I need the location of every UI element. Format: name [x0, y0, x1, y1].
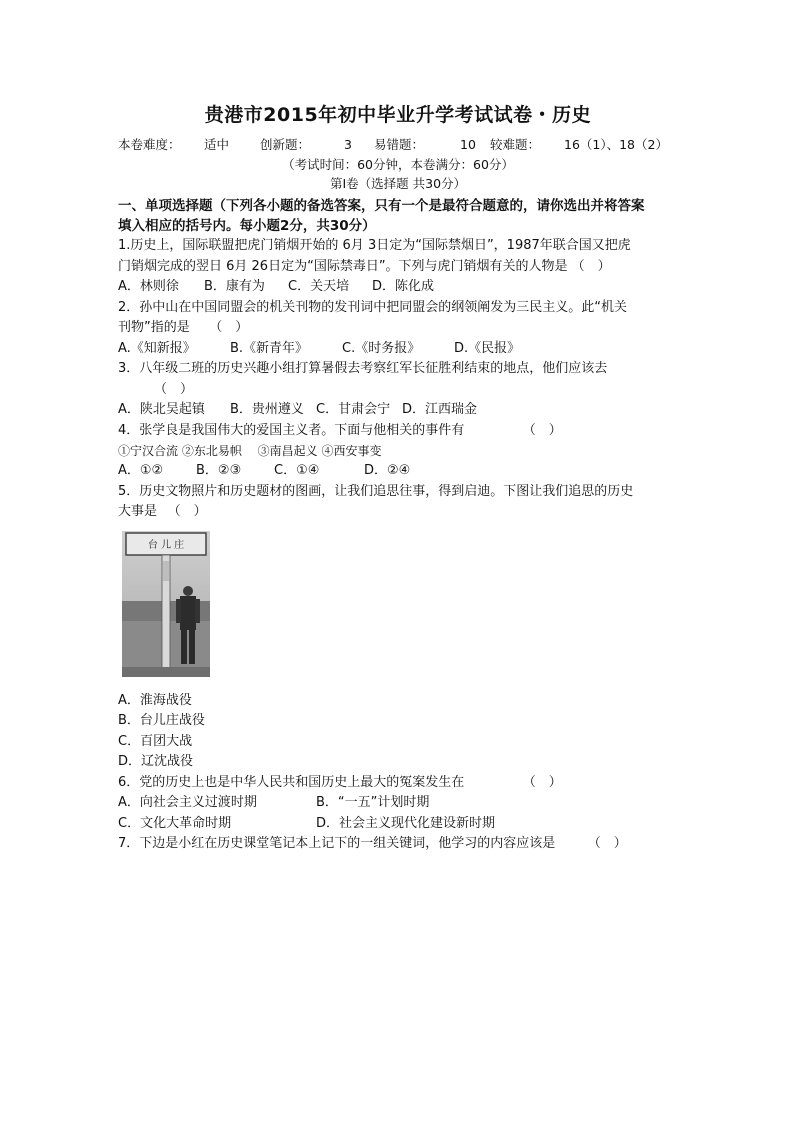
option-d: D．陈化成 — [372, 279, 435, 294]
question-6-options-row-2 — [118, 814, 678, 835]
question-3-line-2: （ ） — [154, 381, 194, 397]
option-d: D．社会主义现代化建设新时期 — [316, 815, 496, 831]
error-label: 易错题： — [374, 137, 425, 152]
difficulty-row — [118, 135, 678, 155]
question-4-events: ①宁汉合流 ②东北易帜 ③南昌起义 ④西安事变 — [118, 444, 382, 458]
option-c: C．关天培 — [288, 279, 350, 294]
question-5-line-1: 5．历史文物照片和历史题材的图画，让我们追思往事，得到启迪。下图让我们追思的历史 — [118, 483, 634, 499]
hard-label: 较难题： — [490, 137, 541, 152]
option-d: D．江西瑞金 — [402, 402, 478, 417]
option-b: B.《新青年》 — [230, 340, 309, 356]
hard-value: 16（1）、18（2） — [564, 137, 668, 152]
exam-title: 贵港市2015年初中毕业升学考试试卷・历史 — [204, 104, 592, 126]
question-5-option-a: A．淮海战役 — [118, 692, 192, 708]
question-5-option-c: C．百团大战 — [118, 733, 193, 749]
option-d: D．②④ — [364, 463, 411, 478]
error-value: 10 — [460, 137, 476, 152]
question-1-options — [118, 277, 678, 298]
option-c: C．文化大革命时期 — [118, 815, 232, 831]
photo-sign-text: 台 儿 庄 — [147, 539, 185, 551]
option-b: B．康有为 — [204, 279, 265, 294]
option-a: A.《知新报》 — [118, 340, 196, 356]
option-c: C．①④ — [274, 463, 320, 478]
volume-title: 第Ⅰ卷（选择题 共30分） — [329, 176, 467, 191]
question-5-option-b: B．台儿庄战役 — [118, 713, 205, 728]
option-c: C.《时务报》 — [342, 340, 421, 356]
question-1-line-1: 1.历史上，国际联盟把虎门销烟开始的 6月 3日定为“国际禁烟日”，1987年联合国又把虎 — [118, 238, 631, 253]
option-c: C．甘肃会宁 — [316, 402, 391, 417]
question-4-line-1: 4．张学良是我国伟大的爱国主义者。下面与他相关的事件有 （ ） — [118, 422, 562, 438]
question-2-options — [118, 339, 678, 360]
option-a: A．林则徐 — [118, 279, 179, 294]
question-4-options — [118, 461, 678, 482]
question-7-line-1: 7．下边是小红在历史课堂笔记本上记下的一组关键词，他学习的内容应该是 （ ） — [118, 836, 627, 851]
new-label: 创新题： — [260, 137, 311, 152]
new-value: 3 — [344, 137, 352, 152]
option-b: B．“一五”计划时期 — [316, 795, 430, 810]
option-b: B．②③ — [196, 463, 242, 478]
question-6-line-1: 6．党的历史上也是中华人民共和国历史上最大的冤案发生在 （ ） — [118, 774, 562, 790]
question-2-line-1: 2．孙中山在中国同盟会的机关刊物的发刊词中把同盟会的纲领阐发为三民主义。此“机关 — [118, 299, 628, 315]
question-2-line-2: 刊物”指的是 （ ） — [118, 320, 249, 335]
difficulty-label: 本卷难度： — [118, 137, 181, 152]
option-d: D.《民报》 — [454, 340, 521, 356]
exam-info: （考试时间：60分钟，本卷满分：60分） — [282, 157, 514, 172]
question-5-line-2: 大事是 （ ） — [118, 504, 207, 519]
question-6-options-row-1 — [118, 793, 678, 814]
question-1-line-2: 门销烟完成的翌日 6月 26日定为“国际禁毒日”。下列与虎门销烟有关的人物是 （ ） — [118, 258, 611, 274]
option-a: A．①② — [118, 463, 164, 478]
difficulty-value: 适中 — [204, 137, 230, 152]
option-a: A．向社会主义过渡时期 — [118, 795, 257, 810]
exam-page — [118, 100, 678, 855]
historical-photo — [122, 531, 210, 677]
option-a: A．陕北吴起镇 — [118, 402, 205, 417]
option-b: B．贵州遵义 — [230, 402, 304, 417]
section-heading-2: 填入相应的括号内。每小题2分，共30分） — [118, 218, 376, 234]
question-3-line-1: 3．八年级二班的历史兴趣小组打算暑假去考察红军长征胜利结束的地点，他们应该去 — [118, 361, 608, 376]
section-heading-1: 一、单项选择题（下列各小题的备选答案，只有一个是最符合题意的，请你选出并将答案 — [118, 198, 645, 214]
question-5-option-d: D．辽沈战役 — [118, 754, 194, 769]
question-3-options — [118, 400, 678, 421]
